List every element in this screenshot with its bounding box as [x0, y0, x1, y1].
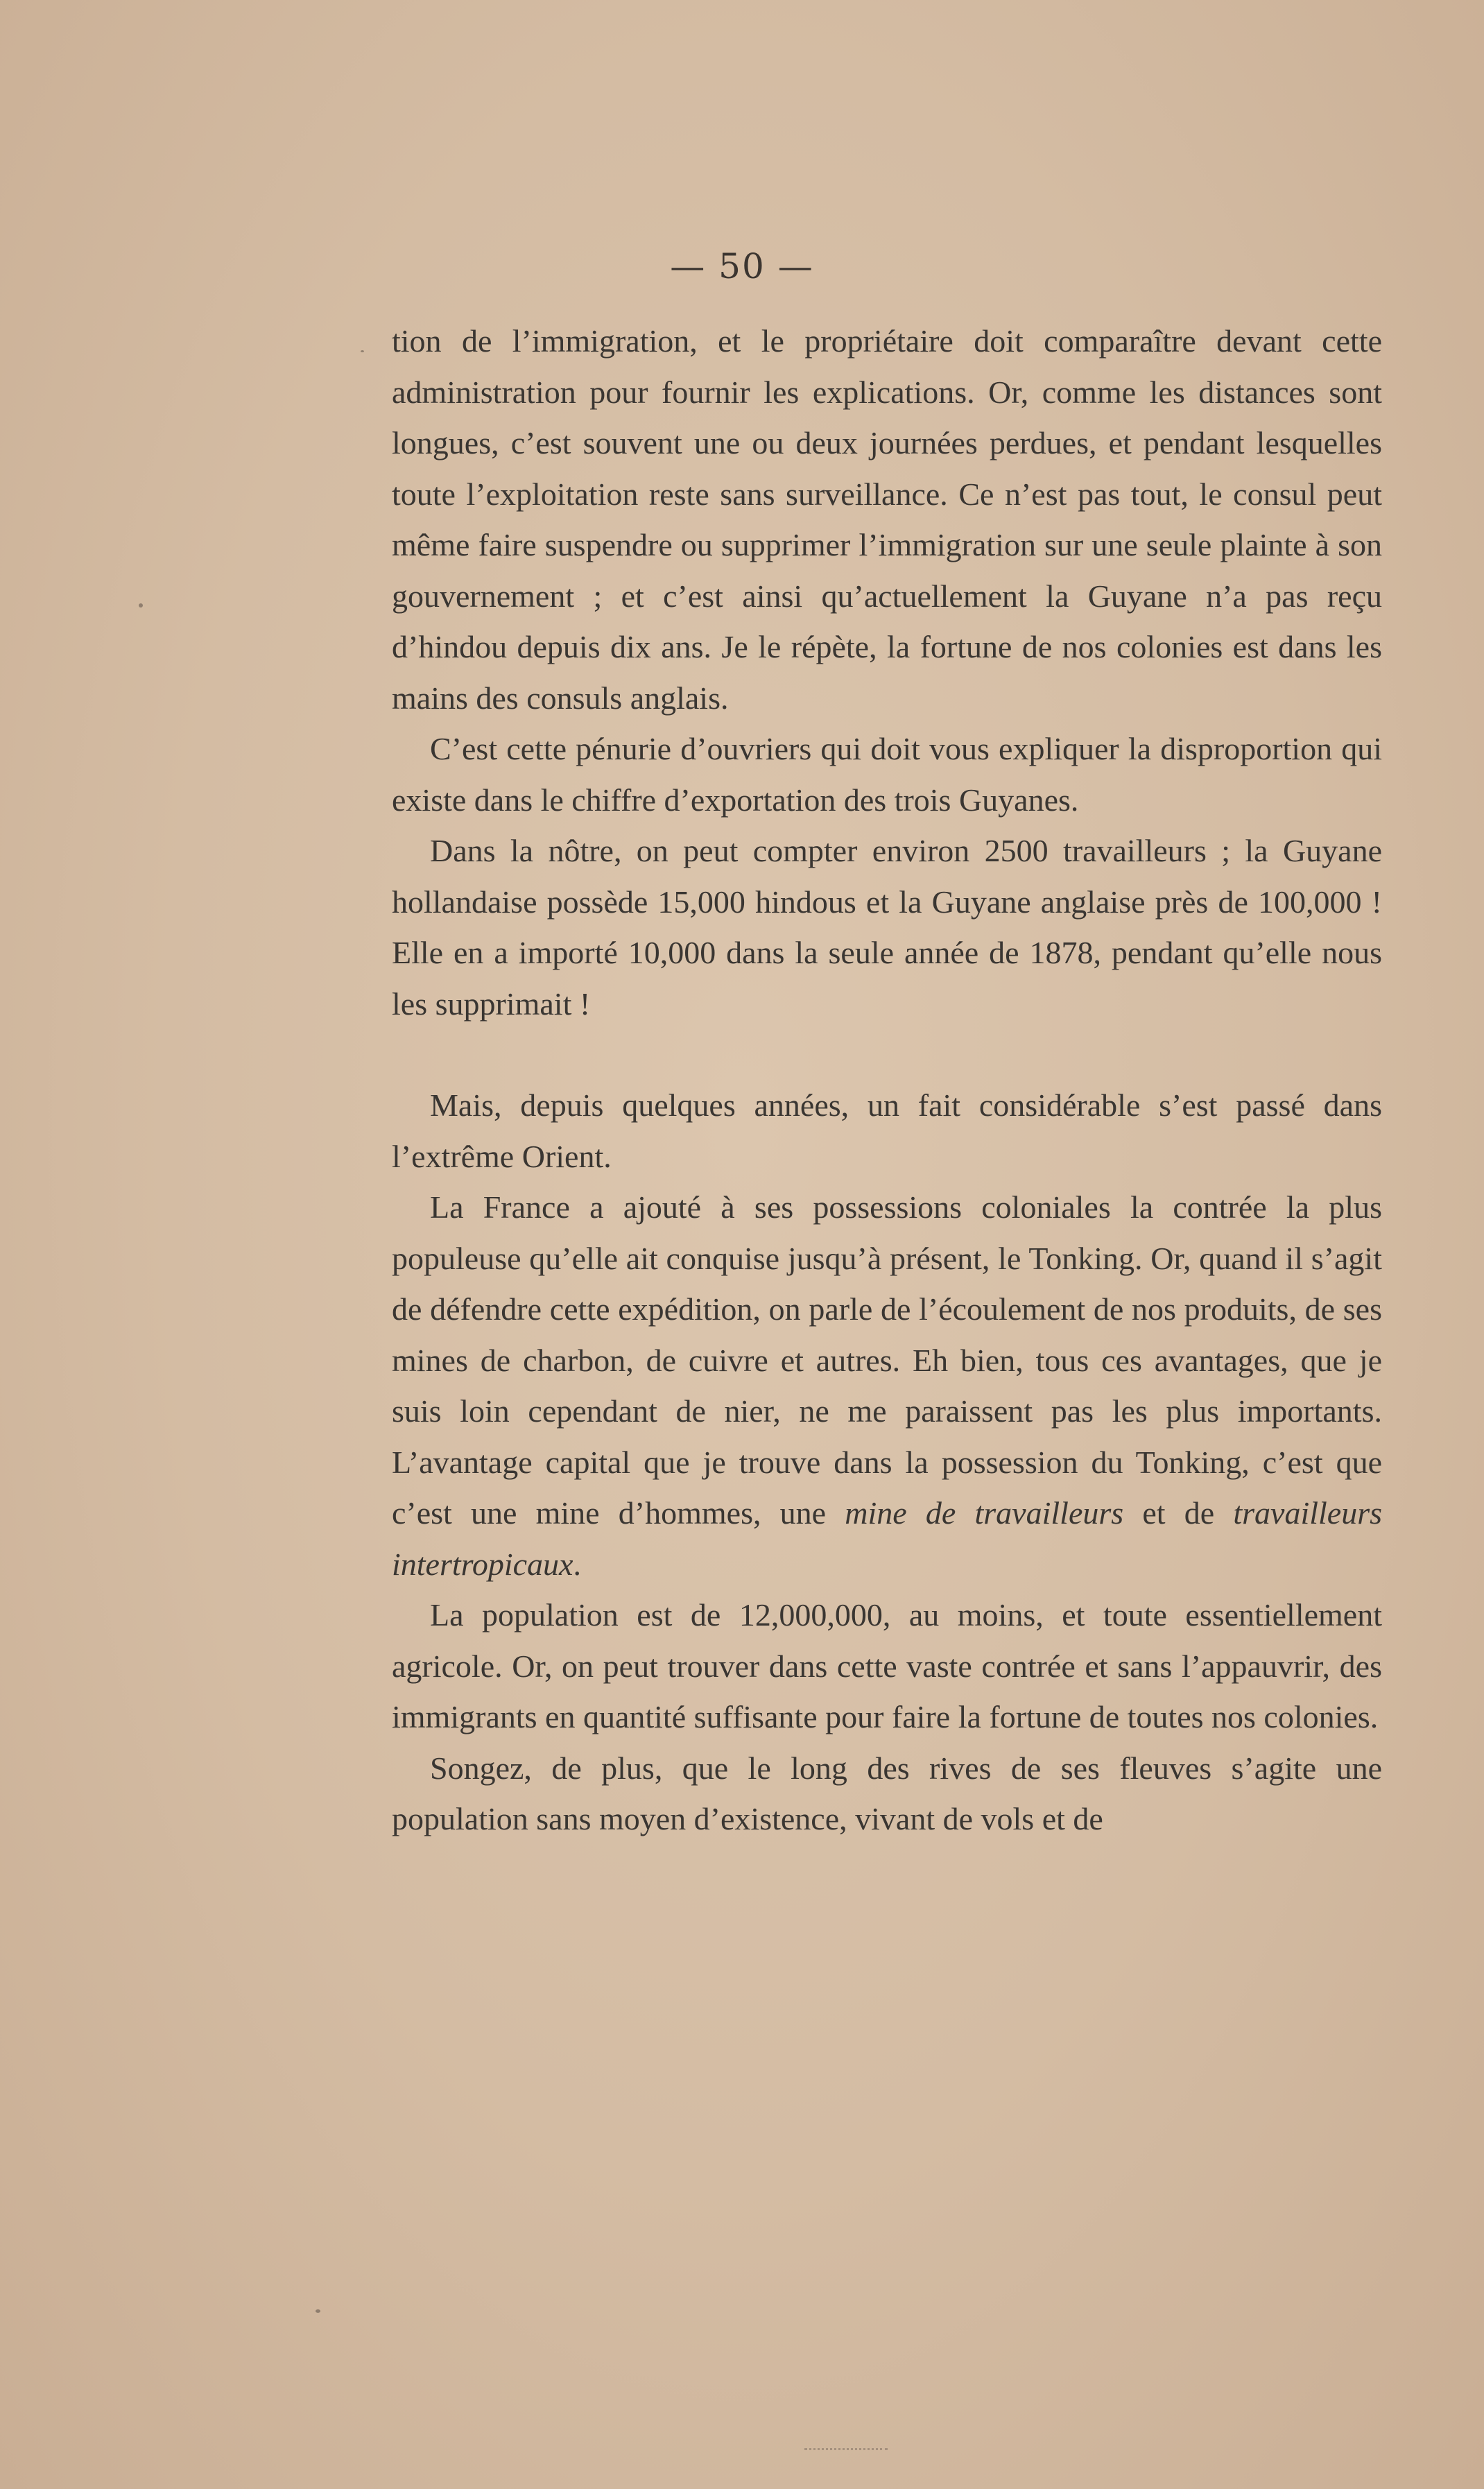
- paragraph-2: C’est cette pénurie d’ouvriers qui doit vous expliquer la disproportion qui existe dans le chiffre d’exportation des trois Guyanes.: [392, 731, 1382, 818]
- paragraph-7: Songez, de plus, que le long des rives de ses fleuves s’agite une population sans moyen d’existence, vivant de vols et de: [392, 1750, 1382, 1836]
- italic-travailleurs-intertropicaux: travailleurs intertropicaux: [392, 1495, 1383, 1582]
- paper-speck: [139, 603, 143, 608]
- paragraph-5: [392, 1182, 1382, 1590]
- paper-speck: [361, 350, 364, 352]
- paragraph-3: Dans la nôtre, on peut compter environ 2500 travailleurs ; la Guyane hollandaise possède 15,000 hindous et la Guyane anglaise près de 100,000 ! Elle en a importé 10,000 dans la seule année de 1878, pendant qu’elle nous les supprimait !: [392, 833, 1382, 1022]
- paragraph-1: tion de l’immigration, et le propriétaire doit comparaître devant cette administration pour fournir les explications. Or, comme les distances sont longues, c’est souvent une ou deux journées perdues, et pendant lesquelles toute l’exploitation reste sans surveillance. Ce n’est pas tout, le consul peut même faire suspendre ou supprimer l’immigration sur une seule plainte à son gouvernement ; et c’est ainsi qu’actuellement la Guyane n’a pas reçu d’hindou depuis dix ans. Je le répète, la fortune de nos colonies est dans les mains des consuls anglais.: [392, 323, 1382, 716]
- italic-travailleurs: travailleurs: [974, 1495, 1124, 1531]
- connector-text: et de: [1142, 1495, 1215, 1531]
- paper-dots: [804, 2448, 888, 2454]
- paragraph-5-text: La France a ajouté à ses possessions coloniales la contrée la plus populeuse qu’elle ait conquise jusqu’à présent, le Tonking. Or, quand il s’agit de défendre cette expédition, on parle de l’écoulement de nos produits, de ses mines de charbon, de cuivre et autres. Eh bien, tous ces avantages, que je suis loin cependant de nier, ne me paraissent pas les plus importants. L’avantage capital que je trouve dans la possession du Tonking, c’est que c’est une mine d’hommes, une: [392, 1189, 1382, 1531]
- body-text: [392, 316, 1382, 1845]
- section-break: [392, 1029, 1382, 1080]
- italic-mine-de: mine de: [845, 1495, 956, 1531]
- paper-speck: [316, 2309, 320, 2313]
- page-number: — 50 —: [670, 246, 814, 286]
- paragraph-6: La population est de 12,000,000, au moins, et toute essentiellement agricole. Or, on peut trouver dans cette vaste contrée et sans l’appauvrir, des immigrants en quantité suffisante pour faire la fortune de toutes nos colonies.: [392, 1597, 1382, 1734]
- paragraph-4: Mais, depuis quelques années, un fait considérable s’est passé dans l’extrême Orient.: [392, 1087, 1382, 1174]
- sentence-end: .: [573, 1546, 581, 1582]
